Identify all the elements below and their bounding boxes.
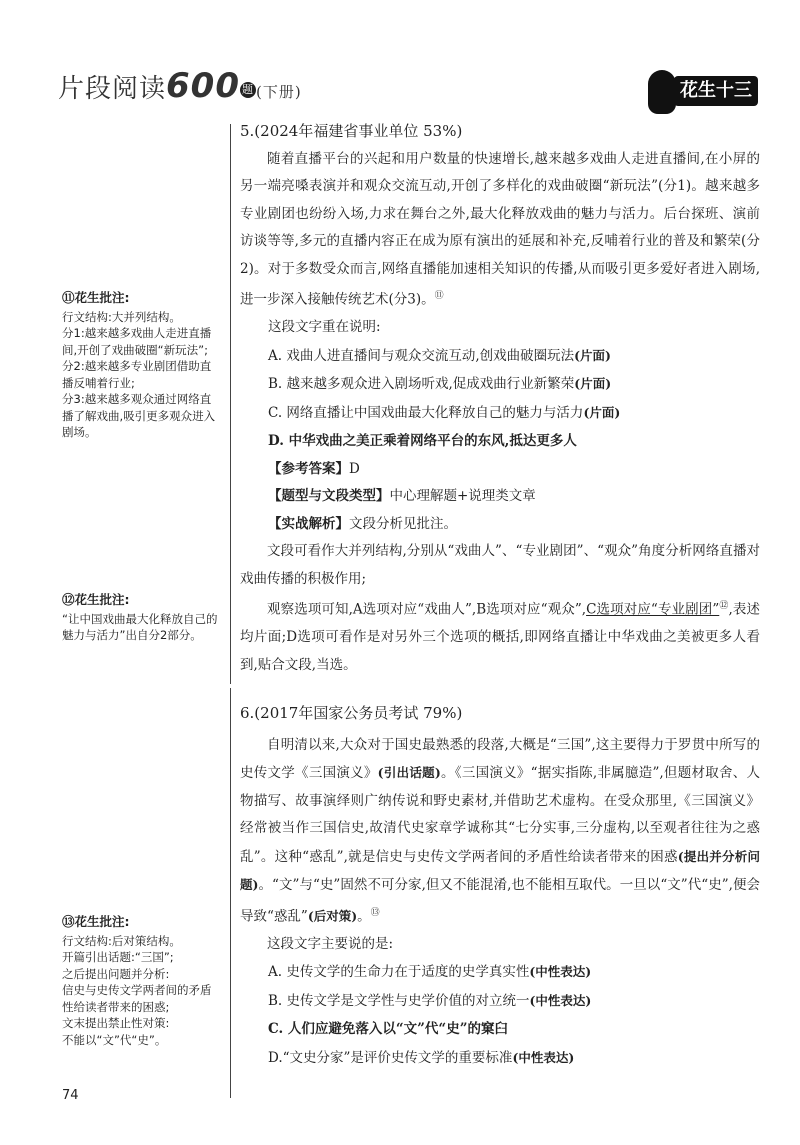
type-value: 中心理解题+说理类文章	[389, 488, 536, 504]
question-5	[240, 118, 760, 679]
passage-text: 。	[357, 908, 371, 924]
option-text: D.“文史分家”是评价史传文学的重要标准	[268, 1049, 513, 1066]
question-title: 6.(2017年国家公务员考试 79%)	[240, 704, 463, 722]
column-divider	[230, 688, 231, 1098]
option-text: B. 史传文学是文学性与史学价值的对立统一	[268, 992, 530, 1009]
side-note-title: ⑫花生批注:	[62, 592, 130, 607]
side-note-line: 之后提出问题并分析:	[62, 966, 170, 981]
type-label: 【题型与文段类型】	[268, 488, 390, 504]
analysis-line	[240, 511, 760, 539]
annotation-mark: ⑪	[434, 291, 444, 301]
explanation-1: 文段可看作大并列结构,分别从“戏曲人”、“专业剧团”、“观众”角度分析网络直播对戏曲传播的积极作用;	[240, 543, 760, 587]
brand-logo-text: 花生十三	[674, 76, 758, 106]
passage-text: 。《三国演义》“据实指陈,非属臆造”,但题材取舍、人物描写、故事演绎则广纳传说和野史素材,并借助艺术虚构。在受众那里,《三国演义》经常被当作三国信史,故清代史家章学诚称其“七分实事,三分虚构,以至观者往往为之惑乱”。这种“惑乱”,就是信史与史传文学两者间的矛盾性给读者带来的困惑	[240, 765, 761, 865]
column-divider	[230, 124, 231, 684]
question-stem: 这段文字重在说明:	[268, 319, 381, 335]
option-b	[240, 987, 760, 1016]
side-note-line: 文末提出禁止性对策:	[62, 1016, 170, 1030]
option-tag: (片面)	[574, 347, 611, 363]
side-note-title: ⑬花生批注:	[62, 914, 130, 929]
option-tag: (片面)	[583, 404, 621, 420]
side-note-12	[62, 592, 222, 644]
question-stem: 这段文字主要说的是:	[267, 935, 394, 952]
side-note-13	[62, 914, 222, 1048]
book-volume: (下册)	[256, 83, 302, 101]
question-title: 5.(2024年福建省事业单位 53%)	[240, 122, 463, 140]
passage-tag: (引出话题)	[377, 765, 441, 780]
explanation-text: 观察选项可知,A选项对应“戏曲人”,B选项对应“观众”,	[267, 601, 587, 618]
brand-logo	[648, 70, 764, 114]
type-line	[240, 483, 760, 511]
analysis-label: 【实战解析】	[268, 515, 349, 532]
option-text: A. 戏曲人进直播间与观众交流互动,创戏曲破圈玩法	[268, 347, 575, 364]
option-tag: (片面)	[574, 376, 612, 391]
option-tag: (中性表达)	[512, 1049, 575, 1065]
side-note-line: 分1:越来越多戏曲人走进直播间,开创了戏曲破圈“新玩法”;	[62, 326, 212, 357]
side-note-line: 行文结构:大并列结构。	[62, 309, 181, 324]
book-title-ti: 题	[242, 83, 254, 96]
option-text: B. 越来越多观众进入剧场听戏,促成戏曲行业新繁荣	[268, 376, 575, 392]
option-text: A. 史传文学的生命力在于适度的史学真实性	[268, 964, 530, 980]
side-note-line: “让中国戏曲最大化释放自己的魅力与活力”出自分2部分。	[62, 611, 218, 642]
page-number: 74	[62, 1088, 79, 1103]
option-c	[240, 1015, 760, 1044]
option-c	[240, 399, 760, 428]
book-title	[58, 66, 302, 106]
passage-text: 。“文”与“史”固然不可分家,但又不能混淆,也不能相互取代。一旦以“文”代“史”,便会导致“惑乱”	[240, 877, 760, 924]
option-text: C. 网络直播让中国戏曲最大化释放自己的魅力与活力	[268, 404, 584, 421]
passage-tag: (后对策)	[307, 908, 358, 923]
option-a	[240, 342, 760, 371]
side-note-line: 分3:越来越多观众通过网络直播了解戏曲,吸引更多观众进入剧场。	[62, 392, 216, 439]
option-d	[240, 427, 760, 456]
side-note-title: ⑪花生批注:	[62, 290, 130, 305]
side-note-line: 分2:越来越多专业剧团借助直播反哺着行业;	[62, 359, 212, 390]
side-note-line: 行文结构:后对策结构。	[62, 933, 181, 948]
side-note-line: 不能以“文”代“史”。	[62, 1032, 167, 1047]
side-note-11	[62, 290, 222, 441]
explanation-text: ,表述均片面;D选项可看作是对另外三个选项的概括,即网络直播让中华戏曲之美被更多人看到,贴合文段,当选。	[240, 601, 760, 673]
answer-label: 【参考答案】	[268, 460, 349, 477]
book-title-number: 600	[166, 66, 240, 106]
book-title-prefix: 片段阅读	[58, 74, 167, 104]
option-text: C. 人们应避免落入以“文”代“史”的窠臼	[268, 1021, 508, 1037]
option-text: D. 中华戏曲之美正乘着网络平台的东风,抵达更多人	[268, 433, 577, 449]
answer-value: D	[349, 460, 360, 477]
option-d	[240, 1044, 760, 1073]
question-passage	[240, 146, 760, 315]
annotation-mark: ⑬	[370, 907, 380, 918]
passage-tag: (提出并分析问题)	[240, 848, 760, 892]
option-tag: (中性表达)	[529, 964, 592, 979]
side-note-line: 信史与史传文学两者间的矛盾性给读者带来的困惑;	[62, 983, 212, 1014]
option-tag: (中性表达)	[529, 992, 592, 1008]
question-passage	[240, 732, 760, 931]
peanut-icon	[648, 70, 676, 114]
analysis-value: 文段分析见批注。	[349, 515, 457, 532]
explanation-2	[240, 593, 760, 679]
answer-line	[240, 456, 760, 484]
question-6	[240, 700, 760, 1072]
underlined-text: C选项对应“专业剧团”	[586, 601, 720, 618]
passage-text: 自明清以来,大众对于国史最熟悉的段落,大概是“三国”,这主要得力于罗贯中所写的史传文学《三国演义》	[240, 736, 760, 781]
option-a	[240, 958, 760, 987]
passage-text: 随着直播平台的兴起和用户数量的快速增长,越来越多戏曲人走进直播间,在小屏的另一端亮嗓表演并和观众交流互动,开创了多样化的戏曲破圈“新玩法”(分1)。越来越多专业剧团也纷纷入场,力求在舞台之外,最大化释放戏曲的魅力与活力。后台探班、演前访谈等等,多元的直播内容正在成为原有演出的延展和补充,反哺着行业的普及和繁荣(分2)。对于多数受众而言,网络直播能加速相关知识的传播,从而吸引更多爱好者进入剧场,进一步深入接触传统艺术(分3)。	[240, 150, 760, 308]
side-note-line: 开篇引出话题:“三国”;	[62, 950, 174, 964]
annotation-mark: ⑫	[719, 601, 729, 611]
option-b	[240, 370, 760, 399]
